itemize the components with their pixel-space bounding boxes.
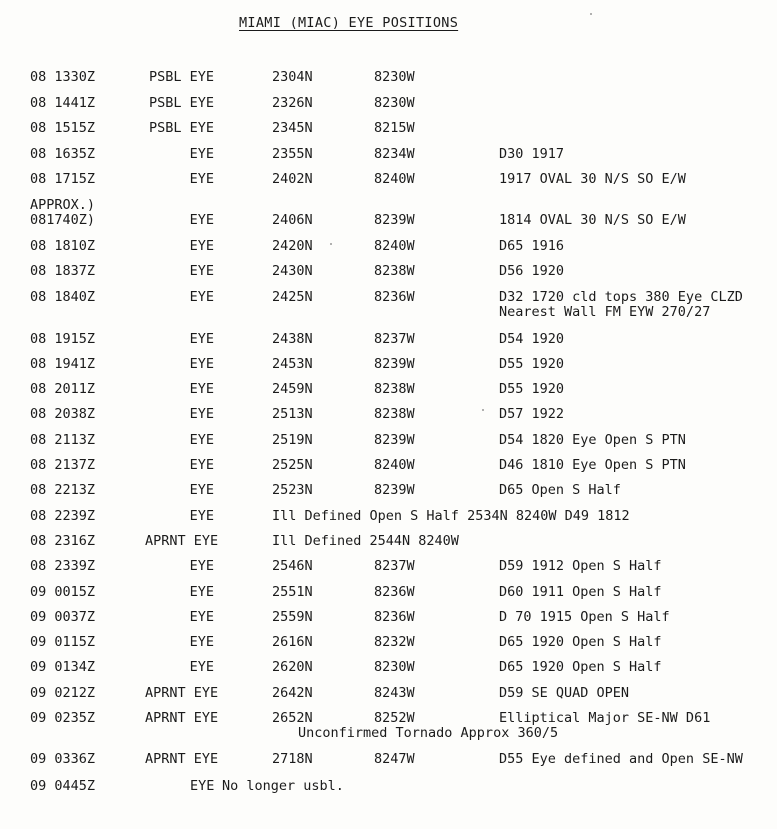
row-remark: D55 Eye defined and Open SE-NW [499, 751, 743, 767]
row-remark: D54 1820 Eye Open S PTN [499, 432, 686, 448]
row-type: APRNT EYE [145, 710, 219, 726]
row-time: 08 2213Z [30, 482, 96, 498]
row-remark: D30 1917 [499, 146, 565, 162]
row-type: EYE [189, 482, 214, 498]
row-longitude: 8234W [374, 146, 415, 162]
row-remark: D65 1920 Open S Half [499, 634, 662, 650]
row-latitude: 2523N [272, 482, 313, 498]
row-remark: D56 1920 [499, 263, 565, 279]
table-row [0, 634, 777, 652]
row-type: EYE [189, 432, 214, 448]
row-longitude: 8237W [374, 558, 415, 574]
row-longitude: 8230W [374, 659, 415, 675]
scan-speck [330, 243, 332, 245]
row-longitude: 8239W [374, 212, 415, 228]
table-row [0, 508, 777, 526]
row-time: 08 1715Z [30, 171, 96, 187]
table-row [0, 533, 777, 551]
row-longitude: 8243W [374, 685, 415, 701]
table-row [0, 432, 777, 450]
row-time: 09 0037Z [30, 609, 96, 625]
table-row [0, 659, 777, 677]
row-longitude: 8239W [374, 432, 415, 448]
table-row [0, 558, 777, 576]
row-latitude: 2420N [272, 238, 313, 254]
row-remark: No longer usbl. [222, 778, 344, 794]
row-time: 08 1941Z [30, 356, 96, 372]
row-remark: D59 SE QUAD OPEN [499, 685, 630, 701]
row-type: APRNT EYE [145, 751, 219, 767]
row-type: EYE [189, 609, 214, 625]
row-time: 08 2011Z [30, 381, 96, 397]
row-type: EYE [189, 146, 214, 162]
table-row [0, 146, 777, 164]
row-remark: D46 1810 Eye Open S PTN [499, 457, 686, 473]
row-latitude: 2438N [272, 331, 313, 347]
table-row [0, 751, 777, 769]
row-type: APRNT EYE [145, 533, 219, 549]
row-time: 09 0212Z [30, 685, 96, 701]
row-remark-continued: Unconfirmed Tornado Approx 360/5 [298, 725, 559, 741]
row-remark: D57 1922 [499, 406, 565, 422]
row-latitude: 2559N [272, 609, 313, 625]
row-time: 08 2239Z [30, 508, 96, 524]
row-longitude: 8238W [374, 406, 415, 422]
row-time: 08 2339Z [30, 558, 96, 574]
row-type: PSBL EYE [148, 95, 214, 111]
row-latitude: 2513N [272, 406, 313, 422]
row-remark: D54 1920 [499, 331, 565, 347]
row-time: 08 1837Z [30, 263, 96, 279]
row-longitude: 8238W [374, 263, 415, 279]
row-type: EYE [189, 584, 214, 600]
row-time: 08 2038Z [30, 406, 96, 422]
row-latitude: 2425N [272, 289, 313, 305]
row-type: PSBL EYE [148, 69, 214, 85]
row-latitude: 2453N [272, 356, 313, 372]
row-type: EYE [189, 659, 214, 675]
row-type: EYE [189, 238, 214, 254]
table-row [0, 778, 777, 796]
table-row [0, 69, 777, 87]
row-latitude: 2616N [272, 634, 313, 650]
row-remark: D55 1920 [499, 381, 565, 397]
row-remark: Elliptical Major SE-NW D61 [499, 710, 711, 726]
row-longitude: 8239W [374, 356, 415, 372]
row-longitude: 8215W [374, 120, 415, 136]
row-longitude: 8238W [374, 381, 415, 397]
table-row [0, 95, 777, 113]
row-type: EYE [189, 263, 214, 279]
row-remark: D32 1720 cld tops 380 Eye CLZD [499, 289, 743, 305]
row-remark: 1814 OVAL 30 N/S SO E/W [499, 212, 686, 228]
row-time: 08 1441Z [30, 95, 96, 111]
row-time: 09 0115Z [30, 634, 96, 650]
row-type: EYE [189, 558, 214, 574]
row-latitude: 2406N [272, 212, 313, 228]
row-remark: D60 1911 Open S Half [499, 584, 662, 600]
row-remark: D55 1920 [499, 356, 565, 372]
row-type: PSBL EYE [148, 120, 214, 136]
row-latitude: 2718N [272, 751, 313, 767]
row-latitude: 2652N [272, 710, 313, 726]
row-longitude: 8252W [374, 710, 415, 726]
table-row [0, 212, 777, 230]
row-longitude: 8236W [374, 289, 415, 305]
row-type: EYE [189, 381, 214, 397]
row-longitude: 8239W [374, 482, 415, 498]
row-latitude: 2304N [272, 69, 313, 85]
row-time: 09 0235Z [30, 710, 96, 726]
row-latitude: 2546N [272, 558, 313, 574]
row-latitude: 2551N [272, 584, 313, 600]
row-type: EYE [189, 331, 214, 347]
row-latitude: 2459N [272, 381, 313, 397]
row-latitude: 2620N [272, 659, 313, 675]
table-row [0, 584, 777, 602]
table-row [0, 685, 777, 703]
table-row [0, 482, 777, 500]
table-row [0, 263, 777, 281]
approx-note: APPROX.) [30, 197, 96, 213]
row-time: 09 0445Z [30, 778, 96, 794]
row-remark: D65 1920 Open S Half [499, 659, 662, 675]
row-type: EYE [189, 634, 214, 650]
row-latitude: 2326N [272, 95, 313, 111]
row-type: EYE [190, 778, 215, 794]
row-latitude: 2430N [272, 263, 313, 279]
page-title: MIAMI (MIAC) EYE POSITIONS [239, 15, 459, 31]
row-type: EYE [189, 406, 214, 422]
row-type: EYE [189, 212, 214, 228]
table-row [0, 120, 777, 138]
row-longitude: 8232W [374, 634, 415, 650]
row-remark: D65 Open S Half [499, 482, 621, 498]
table-row [0, 289, 777, 320]
row-type: EYE [189, 171, 214, 187]
row-remark: Ill Defined Open S Half 2534N 8240W D49 1812 [272, 508, 630, 524]
row-type: EYE [189, 457, 214, 473]
row-longitude: 8236W [374, 584, 415, 600]
row-longitude: 8236W [374, 609, 415, 625]
row-latitude: 2402N [272, 171, 313, 187]
row-longitude: 8230W [374, 69, 415, 85]
row-latitude: 2642N [272, 685, 313, 701]
row-time: 08 1330Z [30, 69, 96, 85]
row-time: 08 1915Z [30, 331, 96, 347]
row-remark: Ill Defined 2544N 8240W [272, 533, 459, 549]
table-row [0, 457, 777, 475]
table-row [0, 609, 777, 627]
row-time: 08 1515Z [30, 120, 96, 136]
row-time: 08 2113Z [30, 432, 96, 448]
table-row [0, 356, 777, 374]
row-longitude: 8240W [374, 171, 415, 187]
row-time: 09 0336Z [30, 751, 96, 767]
row-remark-continued: Nearest Wall FM EYW 270/27 [499, 304, 711, 320]
row-type: APRNT EYE [145, 685, 219, 701]
row-time: 08 1810Z [30, 238, 96, 254]
row-longitude: 8240W [374, 238, 415, 254]
row-time: 081740Z) [30, 212, 96, 228]
row-time: 08 2137Z [30, 457, 96, 473]
row-latitude: 2355N [272, 146, 313, 162]
row-latitude: 2345N [272, 120, 313, 136]
row-longitude: 8230W [374, 95, 415, 111]
row-time: 08 2316Z [30, 533, 96, 549]
row-longitude: 8240W [374, 457, 415, 473]
row-remark: D65 1916 [499, 238, 565, 254]
table-row [0, 238, 777, 256]
scan-speck [590, 13, 592, 15]
table-row [0, 171, 777, 189]
table-row [0, 331, 777, 349]
row-time: 08 1840Z [30, 289, 96, 305]
row-time: 09 0015Z [30, 584, 96, 600]
row-latitude: 2525N [272, 457, 313, 473]
row-remark: D 70 1915 Open S Half [499, 609, 670, 625]
row-remark: D59 1912 Open S Half [499, 558, 662, 574]
row-time: 09 0134Z [30, 659, 96, 675]
row-latitude: 2519N [272, 432, 313, 448]
row-remark: 1917 OVAL 30 N/S SO E/W [499, 171, 686, 187]
table-row [0, 710, 777, 741]
row-time: 08 1635Z [30, 146, 96, 162]
row-type: EYE [189, 356, 214, 372]
row-type: EYE [189, 289, 214, 305]
row-longitude: 8237W [374, 331, 415, 347]
scan-speck [482, 409, 484, 411]
table-row [0, 406, 777, 424]
row-longitude: 8247W [374, 751, 415, 767]
row-type: EYE [189, 508, 214, 524]
table-row [0, 381, 777, 399]
